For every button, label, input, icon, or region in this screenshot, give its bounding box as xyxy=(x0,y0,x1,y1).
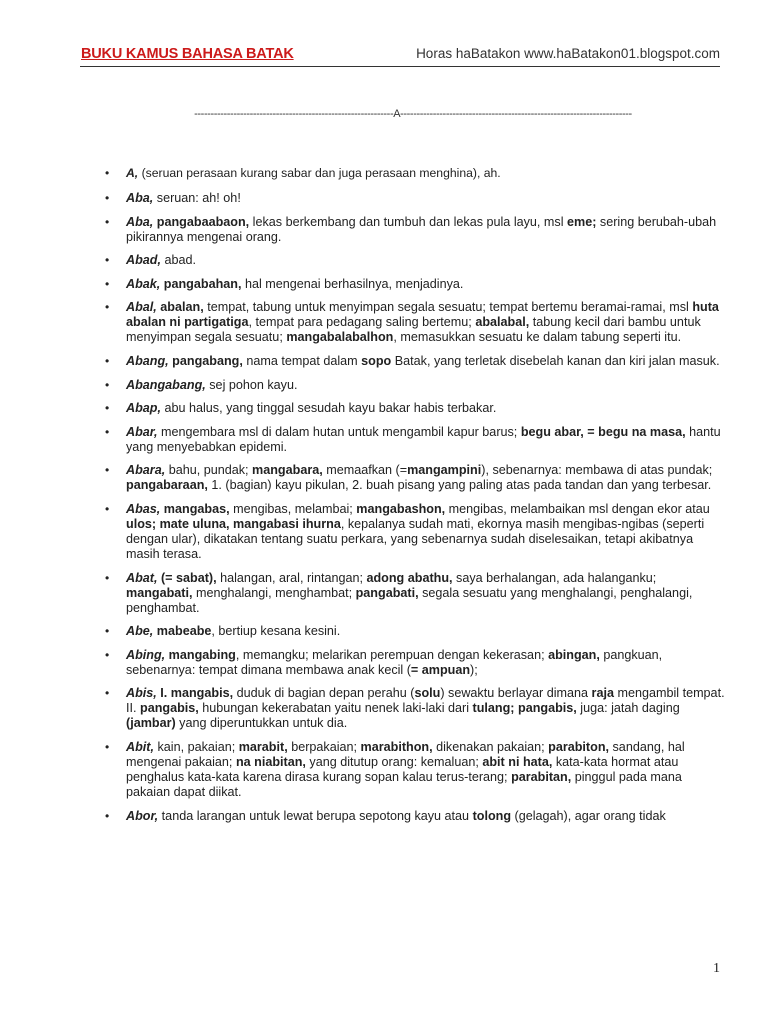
entry-text: kain, pakaian; xyxy=(153,739,239,754)
entry-term: mabeabe xyxy=(153,624,212,639)
entry-text: mengembara msl di dalam hutan untuk mengambil kapur barus; xyxy=(157,424,521,439)
entry-text: menghalangi, menghambat; xyxy=(192,585,356,600)
entry-term: marabit, xyxy=(238,739,288,754)
entry-text: , kepalanya sudah mati, ekornya masih mengibas-ngibas (seperti dengan ular), dikatakan tentang suatu perkara, yang sebenarnya sudah diselesaikan, tetapi akibatnya masih terasa. xyxy=(126,516,705,561)
entry-text: mengibas, melambai; xyxy=(229,501,357,516)
entry-headword: Abangabang, xyxy=(126,377,206,392)
entry-text: abu halus, yang tinggal sesudah kayu bakar habis terbakar. xyxy=(160,401,497,416)
dictionary-entry xyxy=(105,809,725,824)
entry-text: juga: jatah daging xyxy=(576,701,680,716)
bullet-icon: • xyxy=(105,214,110,229)
entry-term: adong abathu, xyxy=(366,570,453,585)
entry-term: ulos; mate uluna, mangabasi ihurna xyxy=(126,516,341,531)
bullet-icon: • xyxy=(105,647,110,662)
entry-term: tulang; pangabis, xyxy=(472,701,577,716)
entry-term: pangabis, xyxy=(140,701,199,716)
entry-text: mengambil tempat. II. xyxy=(126,686,725,716)
bullet-icon: • xyxy=(105,570,110,585)
entry-text: tabung kecil dari bambu untuk menyimpan segala sesuatu; xyxy=(126,315,701,345)
entry-term: abit ni hata, xyxy=(482,754,553,769)
entry-text: dikenakan pakaian; xyxy=(432,739,549,754)
bullet-icon: • xyxy=(105,253,110,268)
entry-text: memaafkan (= xyxy=(322,463,408,478)
dictionary-entry xyxy=(105,277,725,292)
entry-text: kata-kata hormat atau penghalus kata-kata karena dirasa kurang sopan kalau terus-terang; xyxy=(126,754,679,784)
entry-headword: Abas, xyxy=(126,501,161,516)
entry-term: mangampini xyxy=(407,463,482,478)
dictionary-entry xyxy=(105,425,725,455)
entry-headword: Abad, xyxy=(126,253,161,268)
bullet-icon: • xyxy=(105,191,110,205)
entry-text: pangkuan, sebenarnya: tempat dimana membawa anak kecil ( xyxy=(126,647,663,677)
entry-text: ), sebenarnya: membawa di atas pundak; xyxy=(481,463,713,478)
bullet-icon: • xyxy=(105,300,110,315)
entry-text: , bertiup kesana kesini. xyxy=(211,624,341,639)
bullet-icon: • xyxy=(105,424,110,439)
header-site-text: Horas haBatakon www.haBatakon01.blogspot.com xyxy=(416,46,720,61)
page-header xyxy=(80,44,720,67)
entry-headword: Abing, xyxy=(126,647,166,662)
dictionary-entry xyxy=(105,354,725,369)
entry-text: halangan, aral, rintangan; xyxy=(216,570,367,585)
entry-term: pangabaraan, xyxy=(126,478,208,493)
entry-term: eme; xyxy=(567,214,597,229)
entry-term: solu xyxy=(414,686,441,701)
entry-text: (seruan perasaan kurang sabar dan juga perasaan menghina), ah. xyxy=(138,166,501,180)
entry-headword: Abap, xyxy=(126,401,161,416)
entry-headword: Abal, xyxy=(126,300,157,315)
entry-term: mangabati, xyxy=(126,585,193,600)
entry-term: abingan, xyxy=(548,647,600,662)
section-divider-a: -------------------------------------------------------------A----------------------------------------------------------------------- xyxy=(194,108,632,120)
entry-headword: Abis, xyxy=(126,686,157,701)
entry-headword: Abang, xyxy=(126,353,169,368)
bullet-icon: • xyxy=(105,166,110,180)
entry-term: mangabas, xyxy=(160,501,230,516)
dictionary-entry xyxy=(105,571,725,616)
entry-text: hal mengenai berhasilnya, menjadinya. xyxy=(241,276,464,291)
entry-headword: Aba, xyxy=(126,191,154,205)
entry-term: = ampuan xyxy=(410,662,471,677)
dictionary-entry xyxy=(105,624,725,639)
entry-term: begu abar, = begu na masa, xyxy=(520,424,686,439)
entry-term: abalabal, xyxy=(475,315,530,330)
page-number: 1 xyxy=(713,961,720,976)
entry-text: tanda larangan untuk lewat berupa sepotong kayu atau xyxy=(158,808,473,823)
entry-text: ); xyxy=(470,662,478,677)
entry-term: pangabati, xyxy=(355,585,419,600)
entry-term: (jambar) xyxy=(126,716,176,731)
dictionary-entry xyxy=(105,502,725,562)
entry-text: sering berubah-ubah pikirannya mengenai orang. xyxy=(126,214,717,244)
entry-text: yang ditutup orang: kemaluan; xyxy=(305,754,483,769)
dictionary-entry xyxy=(105,215,725,245)
entry-headword: Abor, xyxy=(126,808,159,823)
dictionary-entry xyxy=(105,378,725,393)
entry-term: abalan, xyxy=(156,300,204,315)
bullet-icon: • xyxy=(105,401,110,416)
entry-text: yang diperuntukkan untuk dia. xyxy=(175,716,348,731)
entry-text: ) sewaktu berlayar dimana xyxy=(440,686,592,701)
dictionary-entry xyxy=(105,191,725,206)
entry-text: mengibas, melambaikan msl dengan ekor atau xyxy=(445,501,710,516)
entry-text: lekas berkembang dan tumbuh dan lekas pula layu, msl xyxy=(249,214,567,229)
dictionary-entry xyxy=(105,401,725,416)
dictionary-entry xyxy=(105,648,725,678)
entry-headword: Aba, xyxy=(126,214,154,229)
dictionary-entry-list xyxy=(105,166,725,832)
bullet-icon: • xyxy=(105,686,110,701)
entry-headword: Abara, xyxy=(126,463,166,478)
entry-term: mangabashon, xyxy=(356,501,446,516)
entry-text: sej pohon kayu. xyxy=(205,377,298,392)
entry-text: nama tempat dalam xyxy=(242,353,362,368)
bullet-icon: • xyxy=(105,463,110,478)
entry-text: hantu yang menyebabkan epidemi. xyxy=(126,424,721,454)
entry-headword: A, xyxy=(126,166,139,180)
entry-term: sopo xyxy=(361,353,392,368)
entry-headword: Abat, xyxy=(126,570,158,585)
entry-term: I. mangabis, xyxy=(156,686,234,701)
entry-text: segala sesuatu yang menghalangi, penghalangi, penghambat. xyxy=(126,585,693,615)
entry-text: hubungan kekerabatan yaitu nenek laki-laki dari xyxy=(198,701,473,716)
entry-headword: Abit, xyxy=(126,739,154,754)
entry-text: tempat, tabung untuk menyimpan segala sesuatu; tempat bertemu beramai-ramai, msl xyxy=(203,300,693,315)
entry-text: (gelagah), agar orang tidak xyxy=(511,808,666,823)
entry-text: abad. xyxy=(160,253,196,268)
dictionary-entry xyxy=(105,686,725,731)
bullet-icon: • xyxy=(105,353,110,368)
bullet-icon: • xyxy=(105,377,110,392)
bullet-icon: • xyxy=(105,808,110,823)
entry-text: pinggul pada mana pakaian dapat diikat. xyxy=(126,769,682,799)
bullet-icon: • xyxy=(105,739,110,754)
entry-term: pangabahan, xyxy=(160,276,242,291)
entry-text: sandang, hal mengenai pakaian; xyxy=(126,739,685,769)
entry-text: , memasukkan sesuatu ke dalam tabung seperti itu. xyxy=(393,330,682,345)
entry-term: marabithon, xyxy=(360,739,433,754)
entry-term: parabiton, xyxy=(548,739,610,754)
dictionary-entry xyxy=(105,300,725,345)
dictionary-entry xyxy=(105,463,725,493)
entry-text: seruan: ah! oh! xyxy=(153,191,241,205)
entry-term: tolong xyxy=(472,808,512,823)
entry-headword: Abak, xyxy=(126,276,161,291)
dictionary-entry xyxy=(105,166,725,181)
bullet-icon: • xyxy=(105,276,110,291)
entry-headword: Abe, xyxy=(126,624,154,639)
entry-term: raja xyxy=(591,686,614,701)
bullet-icon: • xyxy=(105,501,110,516)
entry-term: pangabang, xyxy=(168,353,243,368)
entry-term: mangabara, xyxy=(252,463,323,478)
entry-text: bahu, pundak; xyxy=(165,463,253,478)
entry-term: na niabitan, xyxy=(235,754,306,769)
entry-term: (= sabat), xyxy=(157,570,217,585)
entry-term: mangabalabalhon xyxy=(286,330,394,345)
entry-text: duduk di bagian depan perahu ( xyxy=(233,686,415,701)
dictionary-entry xyxy=(105,253,725,268)
entry-text: 1. (bagian) kayu pikulan, 2. buah pisang yang paling atas pada tandan dan yang terbesar. xyxy=(207,478,712,493)
entry-term: mangabing xyxy=(165,647,236,662)
entry-text: saya berhalangan, ada halanganku; xyxy=(452,570,657,585)
entry-text: , tempat para pedagang saling bertemu; xyxy=(248,315,476,330)
entry-headword: Abar, xyxy=(126,424,158,439)
entry-term: parabitan, xyxy=(511,769,572,784)
entry-term: huta abalan ni partigatiga xyxy=(126,300,719,330)
entry-text: , memangku; melarikan perempuan dengan kekerasan; xyxy=(235,647,549,662)
dictionary-entry xyxy=(105,740,725,800)
entry-text: berpakaian; xyxy=(287,739,361,754)
entry-text: Batak, yang terletak disebelah kanan dan kiri jalan masuk. xyxy=(391,353,720,368)
document-title: BUKU KAMUS BAHASA BATAK xyxy=(81,46,294,62)
bullet-icon: • xyxy=(105,624,110,639)
entry-term: pangabaabaon, xyxy=(153,214,250,229)
